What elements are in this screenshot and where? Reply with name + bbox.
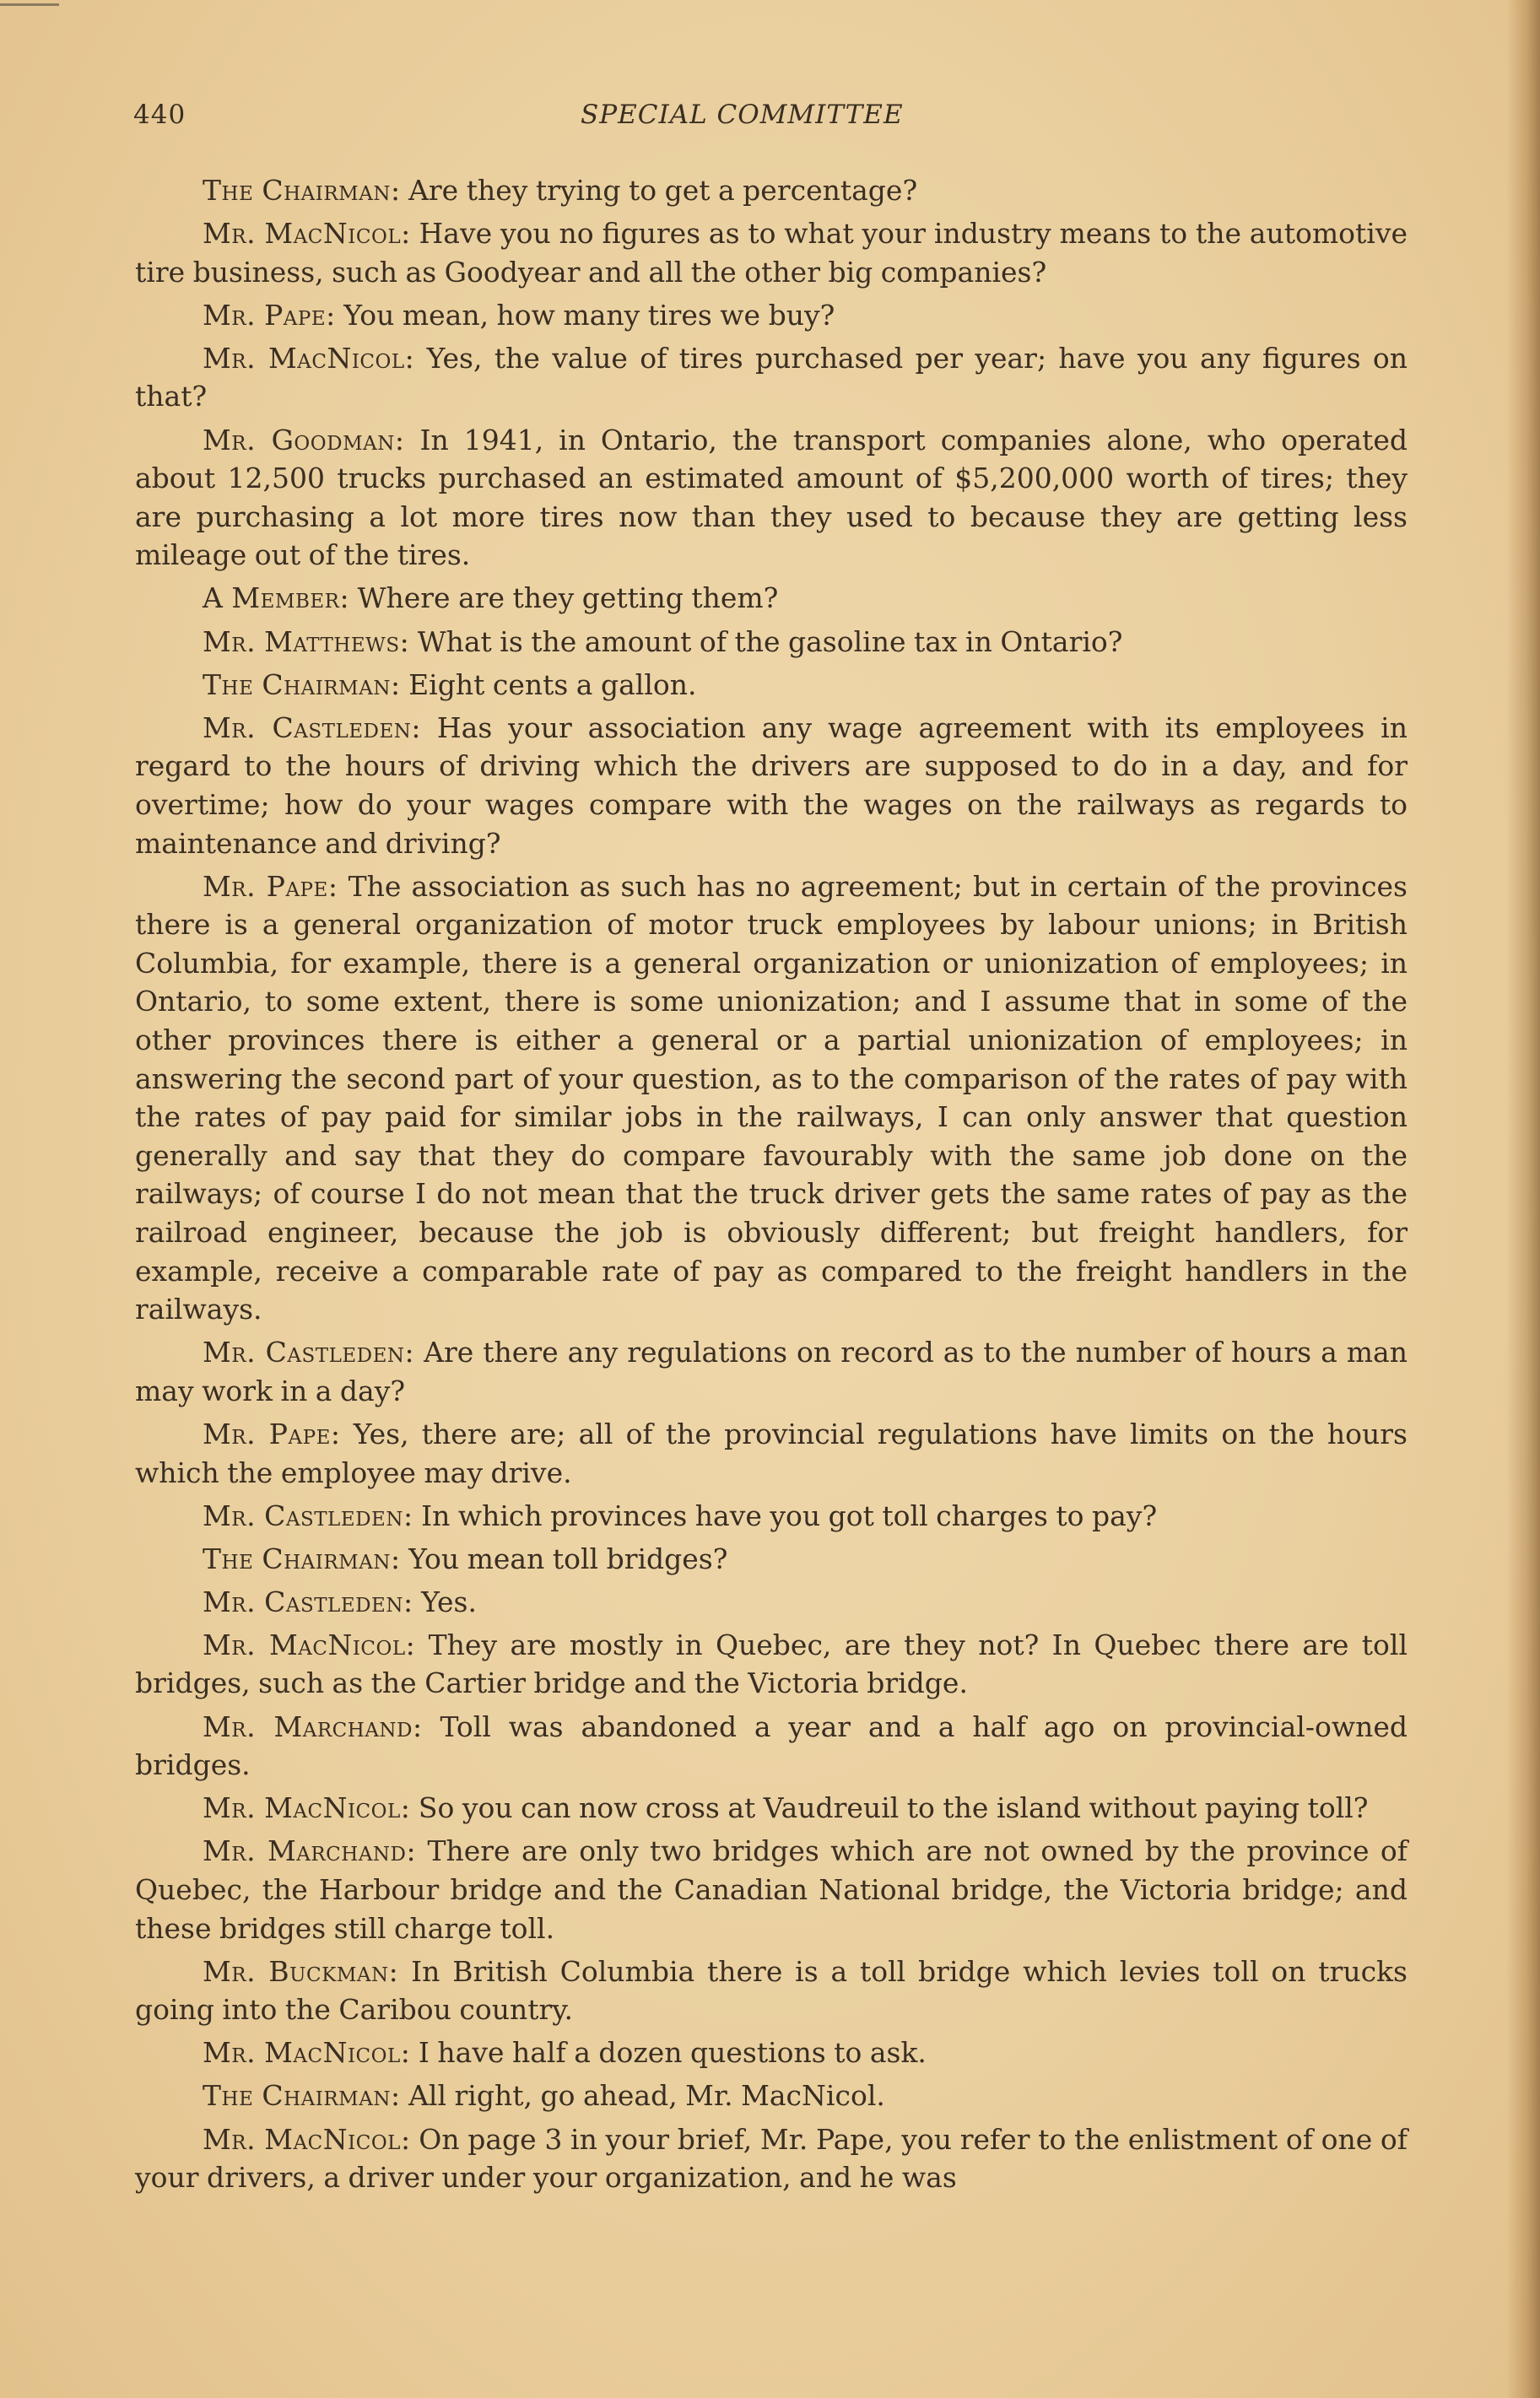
- transcript-body: [135, 171, 1408, 2201]
- paragraph-text: The association as such has no agreement; but in certain of the provinces there is a general organization of motor truck employees by labour unions; in British Columbia, for example, there is a general organization or unionization of employees; in Ontario, to some extent, there is some unionization; and I assume that in some of the other provinces there is either a general or a partial unionization of employees; in answering the second part of your question, as to the comparison of the rates of pay with the rates of pay paid for similar jobs in the railways, I can only answer that question generally and say that they do compare favourably with the same job done on the railways; of course I do not mean that the truck driver gets the same rates of pay as the railroad engineer, because the job is obviously different; but freight handlers, for example, receive a comparable rate of pay as compared to the freight handlers in the railways.: [135, 869, 1408, 1326]
- paragraph-text: Are there any regulations on record as to the number of hours a man may work in a day?: [135, 1336, 1408, 1407]
- transcript-paragraph: [135, 709, 1408, 862]
- transcript-paragraph: [135, 666, 1408, 705]
- speaker-name: Mr. Castleden:: [203, 1585, 413, 1618]
- paragraph-text: So you can now cross at Vaudreuil to the island without paying toll?: [418, 1791, 1369, 1825]
- transcript-paragraph: [135, 867, 1408, 1329]
- speaker-name: Mr. Castleden:: [203, 1499, 413, 1532]
- speaker-name: Mr. Castleden:: [203, 1336, 415, 1369]
- paragraph-text: On page 3 in your brief, Mr. Pape, you refer to the enlistment of one of your drivers, a driver under your organization, and he was: [135, 2122, 1408, 2195]
- speaker-name: Mr. MacNicol:: [203, 1791, 411, 1825]
- paragraph-text: All right, go ahead, Mr. MacNicol.: [408, 2079, 885, 2113]
- top-rule: [0, 3, 59, 6]
- speaker-name: Mr. MacNicol:: [203, 341, 415, 375]
- transcript-paragraph: [135, 1497, 1408, 1536]
- transcript-paragraph: [135, 1708, 1408, 1785]
- transcript-paragraph: [135, 2033, 1408, 2072]
- paragraph-text: In 1941, in Ontario, the transport companies alone, who operated about 12,500 trucks purchased an estimated amount of $5,200,000 worth of tires; they are purchasing a lot more tires now than they used to because they are getting less mileage out of the tires.: [135, 423, 1408, 572]
- transcript-paragraph: [135, 1789, 1408, 1828]
- paragraph-text: What is the amount of the gasoline tax in Ontario?: [417, 624, 1123, 658]
- paragraph-text: Yes.: [421, 1585, 477, 1618]
- paragraph-text: Have you no figures as to what your industry means to the automotive tire business, such as Goodyear and all the other big companies?: [135, 217, 1408, 289]
- speaker-name: The Chairman:: [203, 2079, 401, 2113]
- paragraph-text: Where are they getting them?: [357, 581, 779, 615]
- transcript-paragraph: [135, 2120, 1408, 2197]
- paragraph-text: I have half a dozen questions to ask.: [418, 2036, 927, 2070]
- speaker-name: Mr. Marchand:: [203, 1834, 417, 1868]
- paragraph-text: There are only two bridges which are not owned by the province of Quebec, the Harbour bridge and the Canadian National bridge, the Victoria bridge; and these bridges still charge toll.: [135, 1834, 1408, 1945]
- paragraph-text: Has your association any wage agreement with its employees in regard to the hours of driving which the drivers are supposed to do in a day, and for overtime; how do your wages compare with the wages on the railways as regards to maintenance and driving?: [135, 710, 1408, 860]
- paragraph-text: Are they trying to get a percentage?: [408, 174, 918, 207]
- transcript-paragraph: [135, 1832, 1408, 1947]
- speaker-name: The Chairman:: [203, 667, 401, 701]
- running-head: SPECIAL COMMITTEE: [581, 100, 904, 130]
- speaker-name: Mr. Pape:: [203, 298, 336, 332]
- page-number: 440: [133, 100, 186, 130]
- speaker-name: Mr. Goodman:: [203, 423, 405, 456]
- paragraph-text: Yes, there are; all of the provincial regulations have limits on the hours which the employee may drive.: [135, 1417, 1408, 1489]
- speaker-name: Mr. MacNicol:: [203, 217, 411, 251]
- paragraph-text: They are mostly in Quebec, are they not? In Quebec there are toll bridges, such as the Cartier bridge and the Victoria bridge.: [135, 1628, 1408, 1700]
- paragraph-text: You mean, how many tires we buy?: [343, 298, 835, 332]
- speaker-name: Mr. Marchand:: [203, 1709, 423, 1743]
- speaker-name: Mr. Matthews:: [203, 624, 410, 658]
- paragraph-text: Eight cents a gallon.: [408, 667, 697, 701]
- speaker-name: Mr. Pape:: [203, 869, 338, 903]
- transcript-paragraph: [135, 1952, 1408, 2029]
- transcript-paragraph: [135, 1626, 1408, 1703]
- speaker-name: The Chairman:: [203, 1542, 401, 1575]
- speaker-name: Mr. MacNicol:: [203, 2122, 411, 2156]
- page-header: [133, 100, 1399, 150]
- speaker-name: The Chairman:: [203, 174, 401, 207]
- speaker-name: Mr. MacNicol:: [203, 2036, 411, 2070]
- speaker-name: Mr. Pape:: [203, 1417, 341, 1450]
- paragraph-text: You mean toll bridges?: [408, 1542, 728, 1575]
- transcript-paragraph: [135, 1333, 1408, 1410]
- transcript-paragraph: [135, 339, 1408, 416]
- speaker-name: Mr. MacNicol:: [203, 1628, 416, 1661]
- transcript-paragraph: [135, 296, 1408, 335]
- transcript-paragraph: [135, 171, 1408, 210]
- speaker-name: A Member:: [203, 581, 350, 615]
- transcript-paragraph: [135, 2077, 1408, 2115]
- transcript-paragraph: [135, 623, 1408, 662]
- transcript-paragraph: [135, 1583, 1408, 1622]
- page-edge-shadow: [1506, 0, 1540, 2398]
- paragraph-text: Toll was abandoned a year and a half ago on provincial-owned bridges.: [135, 1709, 1408, 1782]
- paragraph-text: In British Columbia there is a toll bridge which levies toll on trucks going into the Caribou country.: [135, 1954, 1408, 2027]
- speaker-name: Mr. Buckman:: [203, 1954, 399, 1988]
- paragraph-text: In which provinces have you got toll charges to pay?: [421, 1499, 1158, 1532]
- transcript-paragraph: [135, 1415, 1408, 1492]
- speaker-name: Mr. Castleden:: [203, 710, 421, 744]
- paragraph-text: Yes, the value of tires purchased per year; have you any figures on that?: [135, 341, 1408, 413]
- transcript-paragraph: [135, 421, 1408, 575]
- transcript-paragraph: [135, 214, 1408, 291]
- transcript-paragraph: [135, 579, 1408, 618]
- transcript-paragraph: [135, 1540, 1408, 1579]
